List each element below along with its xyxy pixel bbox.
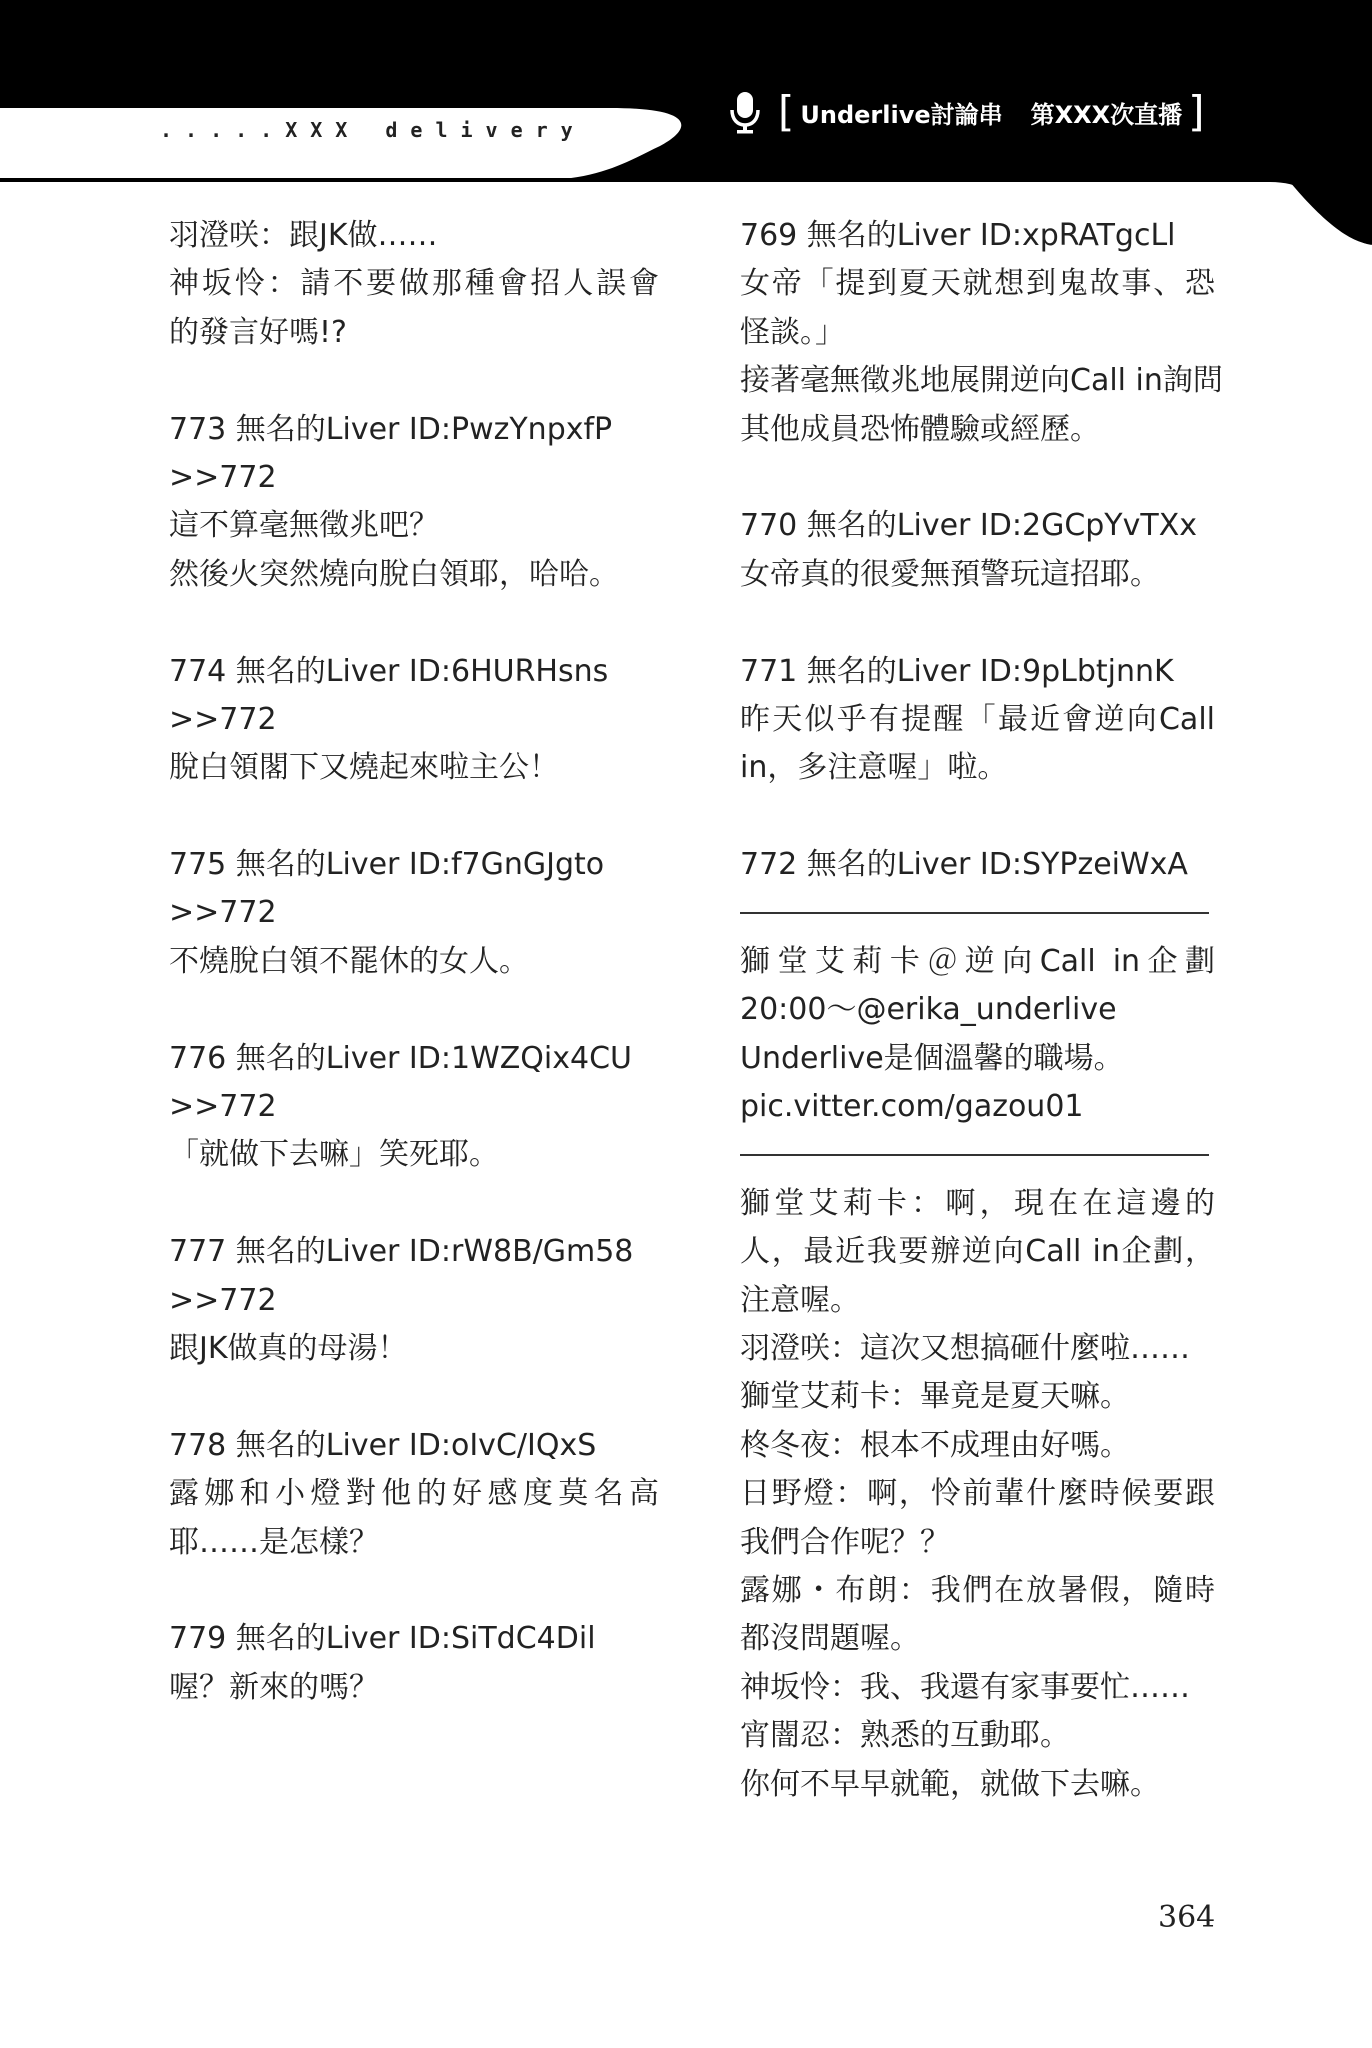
thread-title (728, 86, 1211, 138)
series-label: .....XXX delivery (160, 118, 586, 142)
post-header: 777 無名的Liver ID:rW8B/Gm58 (169, 1234, 634, 1270)
text-line: 羽澄咲：這次又想搞砸什麼啦…… (740, 1330, 1190, 1366)
text-line: 的發言好嗎!? (169, 314, 347, 350)
text-line: 脫白領閣下又燒起來啦主公！ (169, 750, 559, 786)
blank-line (169, 793, 659, 841)
text-line: 不燒脫白領不罷休的女人。 (169, 943, 529, 979)
text-line: 接著毫無徵兆地展開逆向Call in詢問 (740, 363, 1223, 399)
reply-reference: >>772 (169, 459, 277, 495)
blank-line (740, 454, 1215, 502)
divider-line (740, 1154, 1209, 1156)
blank-line (169, 357, 659, 405)
embed-author: 獅堂艾莉卡＠逆向Call in企劃 (740, 943, 1215, 979)
embed-text: Underlive是個溫馨的職場。 (740, 1040, 1124, 1076)
text-line: 神坂怜：請不要做那種會招人誤會 (169, 266, 659, 302)
title-bracket-open: [ (778, 87, 795, 136)
text-line: 羽澄咲：跟JK做…… (169, 218, 438, 253)
text-line: 耶……是怎樣？ (169, 1524, 379, 1560)
microphone-icon (728, 90, 762, 134)
blank-line (740, 599, 1215, 647)
reply-reference: >>772 (169, 1089, 277, 1125)
embed-pic-link: pic.vitter.com/gazou01 (740, 1089, 1084, 1125)
post-header: 778 無名的Liver ID:oIvC/IQxS (169, 1427, 597, 1463)
text-line: 昨天似乎有提醒「最近會逆向Call (740, 701, 1215, 737)
post-header: 772 無名的Liver ID:SYPzeiWxA (740, 847, 1188, 883)
text-line: 獅堂艾莉卡：畢竟是夏天嘛。 (740, 1379, 1130, 1415)
post-header: 769 無名的Liver ID:xpRATgcLl (740, 218, 1176, 253)
text-line: 柊冬夜：根本不成理由好嗎。 (740, 1427, 1130, 1463)
text-line: 喔？新來的嗎？ (169, 1669, 379, 1705)
title-bracket-close: ] (1188, 87, 1205, 136)
post-header: 770 無名的Liver ID:2GCpYvTXx (740, 508, 1198, 544)
text-line: 注意喔。 (740, 1282, 860, 1318)
embed-bottom-divider (740, 1131, 1215, 1179)
text-line: 跟JK做真的母湯！ (169, 1330, 408, 1366)
divider-line (740, 912, 1209, 914)
thread-name: Underlive討論串 (800, 100, 1003, 129)
reply-reference: >>772 (169, 1282, 277, 1318)
post-header: 773 無名的Liver ID:PwzYnpxfP (169, 411, 613, 447)
text-line: 人，最近我要辦逆向Call in企劃， (740, 1234, 1215, 1270)
text-line: 「就做下去嘛」笑死耶。 (169, 1137, 499, 1173)
blank-line (169, 1180, 659, 1228)
reply-reference: >>772 (169, 895, 277, 931)
text-line: 露娜・布朗：我們在放暑假，隨時 (740, 1572, 1215, 1608)
post-header: 771 無名的Liver ID:9pLbtjnnK (740, 653, 1174, 689)
blank-line (169, 1373, 659, 1421)
blank-line (169, 1567, 659, 1615)
blank-line (169, 986, 659, 1034)
embed-top-divider (740, 889, 1215, 937)
text-line: 獅堂艾莉卡：啊，現在在這邊的 (740, 1185, 1215, 1221)
text-line: 我們合作呢？？ (740, 1524, 950, 1560)
text-line: 女帝真的很愛無預警玩這招耶。 (740, 556, 1160, 592)
text-line: 女帝「提到夏天就想到鬼故事、恐 (740, 266, 1215, 302)
text-line: in，多注意喔」啦。 (740, 750, 1008, 786)
text-line: 然後火突然燒向脫白領耶，哈哈。 (169, 556, 619, 592)
reply-reference: >>772 (169, 701, 277, 737)
right-text-column (740, 212, 1223, 1809)
post-header: 779 無名的Liver ID:SiTdC4Dil (169, 1621, 596, 1657)
text-line: 都沒問題喔。 (740, 1621, 920, 1657)
blank-line (740, 793, 1215, 841)
text-line: 神坂怜：我、我還有家事要忙…… (740, 1669, 1190, 1705)
text-line: 露娜和小燈對他的好感度莫名高 (169, 1476, 659, 1512)
post-header: 775 無名的Liver ID:f7GnGJgto (169, 847, 605, 883)
text-line: 宵闇忍：熟悉的互動耶。 (740, 1718, 1070, 1754)
page-number: 364 (1158, 1900, 1216, 1935)
stream-label: 第XXX次直播 (1030, 100, 1183, 129)
text-line: 這不算毫無徵兆吧？ (169, 508, 439, 544)
post-header: 774 無名的Liver ID:6HURHsns (169, 653, 609, 689)
text-line: 怪談。」 (740, 314, 845, 350)
post-header: 776 無名的Liver ID:1WZQix4CU (169, 1040, 632, 1076)
left-text-column (169, 212, 659, 1712)
embed-handle: 20:00～@erika_underlive (740, 992, 1117, 1028)
text-line: 日野燈：啊，怜前輩什麼時候要跟 (740, 1476, 1215, 1512)
text-line: 你何不早早就範，就做下去嘛。 (740, 1766, 1160, 1802)
blank-line (169, 599, 659, 647)
text-line: 其他成員恐怖體驗或經歷。 (740, 411, 1100, 447)
